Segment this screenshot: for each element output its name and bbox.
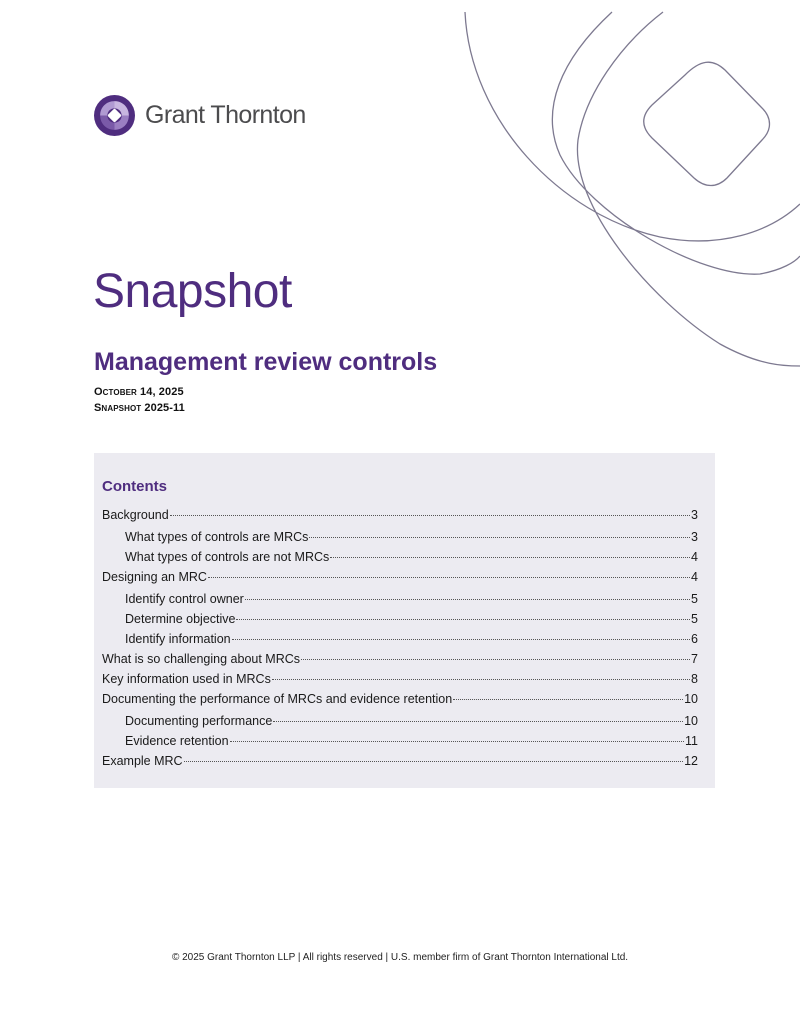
- toc-page-number: 10: [684, 692, 698, 706]
- toc-dot-leader: [301, 645, 690, 660]
- toc-entry-title: Identify control owner: [125, 592, 244, 606]
- toc-entry-title: What is so challenging about MRCs: [102, 652, 301, 666]
- toc-page-number: 4: [691, 570, 698, 584]
- toc-dot-leader: [184, 747, 684, 762]
- contents-list: [102, 504, 698, 770]
- grant-thornton-logo-icon: [94, 95, 135, 136]
- toc-dot-leader: [230, 727, 684, 742]
- toc-entry-title: What types of controls are not MRCs: [125, 550, 330, 564]
- toc-entry-title: Designing an MRC: [102, 570, 207, 584]
- toc-page-number: 3: [691, 508, 698, 522]
- document-subtitle: Management review controls: [94, 348, 438, 376]
- toc-page-number: 7: [691, 652, 698, 666]
- toc-entry-title: Determine objective: [125, 612, 236, 626]
- toc-page-number: 4: [691, 550, 698, 564]
- toc-entry[interactable]: [102, 750, 698, 770]
- toc-dot-leader: [272, 665, 690, 680]
- toc-dot-leader: [232, 625, 690, 640]
- toc-page-number: 11: [685, 734, 698, 748]
- toc-dot-leader: [273, 707, 683, 722]
- toc-entry-title: Documenting performance: [125, 714, 273, 728]
- toc-page-number: 8: [691, 672, 698, 686]
- toc-dot-leader: [309, 523, 690, 538]
- toc-entry-title: Identify information: [125, 632, 231, 646]
- toc-entry-title: Key information used in MRCs: [102, 672, 271, 686]
- toc-entry[interactable]: [102, 688, 698, 708]
- toc-dot-leader: [330, 543, 690, 558]
- toc-page-number: 12: [684, 754, 698, 768]
- toc-dot-leader: [245, 585, 690, 600]
- toc-entry[interactable]: [102, 504, 698, 524]
- toc-entry-title: Evidence retention: [125, 734, 229, 748]
- document-title: Snapshot: [93, 265, 292, 318]
- toc-entry-title: Background: [102, 508, 169, 522]
- toc-dot-leader: [453, 685, 683, 700]
- copyright-footer: © 2025 Grant Thornton LLP | All rights reserved | U.S. member firm of Grant Thornton International Ltd.: [171, 952, 629, 963]
- contents-heading: Contents: [102, 478, 167, 495]
- table-of-contents: [94, 453, 715, 788]
- toc-entry-title: Example MRC: [102, 754, 183, 768]
- toc-page-number: 3: [691, 530, 698, 544]
- toc-entry-title: What types of controls are MRCs: [125, 530, 309, 544]
- toc-page-number: 5: [691, 592, 698, 606]
- company-name: Grant Thornton: [145, 100, 306, 129]
- toc-page-number: 5: [691, 612, 698, 626]
- toc-dot-leader: [208, 563, 690, 578]
- snapshot-number: Snapshot 2025-11: [94, 402, 185, 414]
- toc-entry-title: Documenting the performance of MRCs and evidence retention: [102, 692, 453, 706]
- toc-dot-leader: [236, 605, 690, 620]
- publication-date: October 14, 2025: [94, 386, 184, 398]
- toc-page-number: 10: [684, 714, 698, 728]
- toc-entry[interactable]: [102, 566, 698, 586]
- company-logo: [94, 94, 306, 136]
- toc-page-number: 6: [691, 632, 698, 646]
- toc-dot-leader: [170, 501, 690, 516]
